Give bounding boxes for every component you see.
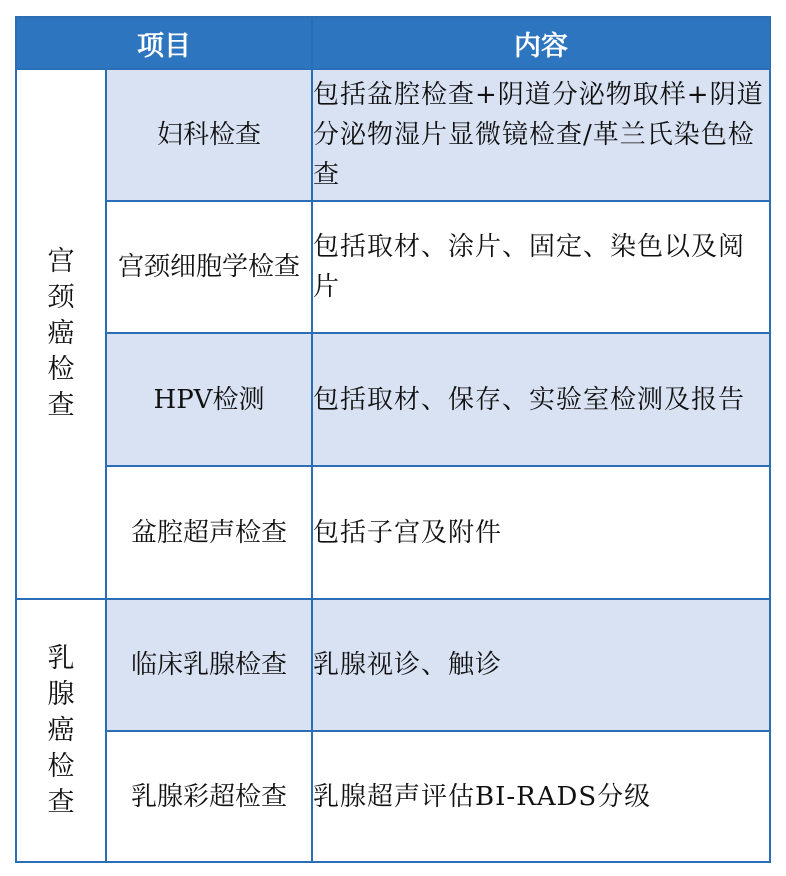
item-cell: 乳腺彩超检查	[106, 731, 312, 862]
item-cell: 临床乳腺检查	[106, 599, 312, 731]
screening-table	[15, 16, 771, 863]
category-cell	[16, 69, 106, 599]
item-cell: 妇科检查	[106, 69, 312, 201]
category-label: 宫颈癌检查	[47, 246, 75, 421]
header-content: 内容	[312, 17, 770, 69]
header-row	[16, 17, 770, 69]
table-row	[16, 731, 770, 862]
header-item: 项目	[16, 17, 312, 69]
content-cell: 乳腺视诊、触诊	[312, 599, 770, 731]
item-cell: 宫颈细胞学检查	[106, 201, 312, 333]
category-label: 乳腺癌检查	[47, 642, 75, 818]
content-cell: 包括取材、涂片、固定、染色以及阅片	[312, 201, 770, 333]
table-row	[16, 599, 770, 731]
item-cell: 盆腔超声检查	[106, 466, 312, 599]
table-row	[16, 69, 770, 201]
table-row	[16, 201, 770, 333]
category-cell	[16, 599, 106, 862]
table-row	[16, 333, 770, 466]
content-cell: 包括取材、保存、实验室检测及报告	[312, 333, 770, 466]
item-cell: HPV检测	[106, 333, 312, 466]
content-cell: 乳腺超声评估BI-RADS分级	[312, 731, 770, 862]
table-row	[16, 466, 770, 599]
content-cell: 包括盆腔检查+阴道分泌物取样+阴道分泌物湿片显微镜检查/革兰氏染色检查	[312, 69, 770, 201]
content-cell: 包括子宫及附件	[312, 466, 770, 599]
